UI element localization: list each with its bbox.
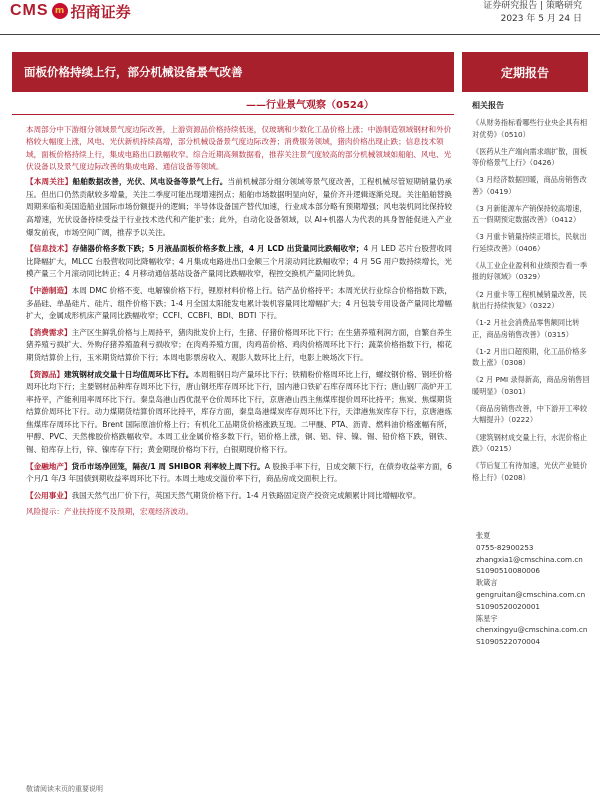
subtitle-divider xyxy=(12,114,454,115)
header-divider xyxy=(0,34,600,35)
report-category: 定期报告 xyxy=(500,65,549,80)
section-body: 本周 DMC 价格不变、电解镍价格下行，锂原材料价格上行。钴产品价格持平；本周光伏行业综合价格指数下跌，多晶硅、单晶硅片、硅片、组件价格下跌；1-4 月全国太阳能发电累计装机容量同比增幅扩大；4 月包装专用设备产量同比增幅扩大，金属成形机床产量同比跌幅收窄；CCFI、CCBFI、BDI、BDTI 下行。 xyxy=(26,285,453,321)
report-meta xyxy=(483,0,582,26)
analyst-name: 耿箴言 xyxy=(476,578,498,588)
report-subtitle: ——行业景气观察（0524） xyxy=(246,100,374,111)
report-category-banner xyxy=(462,52,588,92)
related-report-link[interactable]: 《1-2 月社会消费品零售额同比转正，商品房销售改善》（0315） xyxy=(472,318,580,339)
analyst-contacts xyxy=(476,530,594,648)
section-lead: 建筑钢材成交量十日均值周环比下行。 xyxy=(64,369,194,379)
section-body: A 股换手率下行，日成交额下行，在债券收益率方面，6 个月/1 年/3 年国债到期收益率周环比下行。本周土地成交溢价率下行，商品房成交面积上行。 xyxy=(26,461,453,484)
analyst-phone: 0755-82900253 xyxy=(476,542,534,552)
related-report-link[interactable]: 《1-2 月出口超预期，化工品价格多数上涨》（0308） xyxy=(472,346,587,368)
section-body: 主产区生鲜乳价格与上周持平，猪肉批发价上行，生猪、仔猪价格周环比下行；在生猪养殖利润方面，自繁自养生猪养殖亏损扩大、外购仔猪养殖盈利亏损收窄；在肉鸡养殖方面，肉鸡苗价格、鸡肉价格周环比下行；蔬菜价格指数下行，棉花期货结算价上行，玉米期货结算价下行；本周电影票房收入、观影人数环比上行，电影上映场次下行。 xyxy=(26,327,453,362)
report-type: 证券研究报告 | 策略研究 xyxy=(483,1,582,11)
analyst-license: S1090510080006 xyxy=(476,566,541,576)
section-finance-realestate xyxy=(26,461,452,486)
section-tag: 【金融地产】 xyxy=(26,461,72,471)
related-report-link[interactable]: 《医药从生产端向需求端扩散，面板等价格景气上行》（0426） xyxy=(472,146,588,168)
section-midstream xyxy=(26,285,452,323)
company-logo xyxy=(10,0,131,22)
main-content xyxy=(26,124,452,518)
related-reports xyxy=(472,100,590,489)
related-report-link[interactable]: 《2 月 PMI 录得新高，商品房销售回暖明显》（0301） xyxy=(472,375,590,396)
risk-warning: 风险提示：产业扶持度不及预期，宏观经济波动。 xyxy=(26,507,194,517)
related-report-link[interactable]: 《2 月重卡等工程机械销量改善，民航出行持续恢复》（0322） xyxy=(472,289,587,311)
related-report-link[interactable]: 《3 月经济数据回暖，商品房销售改善》（0419） xyxy=(472,175,587,196)
section-body: 本周粗钢日均产量环比下行；铁精粉价格周环比上行，螺纹钢价格、钢坯价格周环比均下行；主要钢材品种库存周环比下行，唐山钢坯库存周环比下行，国内港口铁矿石库存周环比下行；唐山钢厂高炉开工率持平，产能利用率周环比下行。秦皇岛港山西优混平仓价周环比下行，京唐港山西主焦煤库提价周环比持平；焦炭、焦煤期货结算价周环比下行。动力煤期货结算价周环比持平，库存方面，秦皇岛港煤炭库存周环比下行，天津港焦炭库存下行，京唐港炼焦煤库存周环比下行。Brent 国际原油价格上行；有机化工品期货价格涨跌互现。二甲醚、PTA、沥青、燃料油价格涨幅有所，甲醇、PVC、天然橡胶价格跌幅收窄。本周工业金属价格多数下行，铝价格上涨，铜、铝、锌、镍、锡、铅价格下跌，钢铁、锡、铅库存上行，锌、镍库存下行；黄金期现价格均下行，白银期现价格下行。 xyxy=(26,369,453,455)
section-body: 4 月 LED 芯片台股营收同比降幅扩大，MLCC 台股营收同比降幅收窄；4 月集成电路进出口金额三个月滚动同比跌幅收窄；4 月 5G 用户数持续增长，光模产量三个月滚动同比转正；4 月移动通信基站设备产量同比跌幅收窄，程控交换机产量同比转负。 xyxy=(26,244,453,279)
analyst-name: 陈星宇 xyxy=(476,613,498,623)
related-report-link[interactable]: 《商品房销售改善，中下游开工率较大幅提升》（0222） xyxy=(472,403,588,425)
section-tag: 【中游制造】 xyxy=(26,285,72,295)
section-body: 我国天然气出厂价下行，英国天然气期货价格下行。1-4 月铁路固定资产投资完成额累计同比增幅收窄。 xyxy=(71,490,421,500)
analyst-license: S1090520020001 xyxy=(476,601,541,611)
section-lead: 存储器价格多数下跌；5 月液晶面板价格多数上涨，4 月 LCD 出货量同比跌幅收窄； xyxy=(72,244,364,254)
analyst-license: S1090522070004 xyxy=(476,637,541,647)
section-lead: 货币市场净回笼，隔夜/1 周 SHIBOR 利率较上周下行。 xyxy=(71,461,265,471)
related-report-link[interactable]: 《从财务指标看哪些行业央企具有相对优势》（0510） xyxy=(472,118,588,139)
related-report-link[interactable]: 《节后复工有待加速，光伏产业链价格上行》（0208） xyxy=(472,461,588,482)
related-report-link[interactable]: 《建筑钢材成交量上行，水泥价格止跌》（0215） xyxy=(472,432,588,454)
title-banner xyxy=(12,52,454,92)
analyst-email[interactable]: chenxingyu@cmschina.com.cn xyxy=(476,625,588,635)
page-header xyxy=(0,0,600,40)
section-tag: 【消费需求】 xyxy=(26,327,72,337)
section-tag: 【公用事业】 xyxy=(26,490,72,500)
section-consumer xyxy=(26,327,452,365)
section-resources xyxy=(26,369,452,457)
related-report-link[interactable]: 《从工业企业盈利和业绩预告看一季报的好领域》（0329） xyxy=(472,260,588,282)
section-tag: 【信息技术】 xyxy=(26,244,73,254)
logo-cn-text: 招商证券 xyxy=(70,2,131,21)
related-report-link[interactable]: 《3 月重卡销量持续正增长，民航出行延续改善》（0406） xyxy=(472,232,587,253)
section-it xyxy=(26,243,452,281)
analyst-email[interactable]: gengruitan@cmschina.com.cn xyxy=(476,589,586,599)
section-focus xyxy=(26,176,452,239)
analyst-email[interactable]: zhangxia1@cmschina.com.cn xyxy=(476,554,583,564)
logo-en-text: CMS xyxy=(10,2,49,19)
section-lead: 船舶数据改善，光伏、风电设备等景气上行。 xyxy=(72,177,228,187)
section-body: 当前机械部分细分领域等景气度改善，工程机械尽管短期销量仍承压。但出口仍然贡献较多增量，关注二季度可能出现增速拐点；船舶市场数据明显向好，量价齐升逻辑逐渐兑现。关注船舶替换周期来临和美国造船业国际市场份额提升的逻辑；半导体设备国产替代加速，行业成本部分略有预期增强；风电装机同比保持较高增速，光伏设备持续受益于行业技术迭代和产能扩张；此外，自动化设备领域，以 AI+机器人为代表的具身智能促进入产业爆发前夜，市场空间广阔，推荐予以关注。 xyxy=(26,177,453,237)
page-footer: 敬请阅读末页的重要说明 xyxy=(26,785,103,793)
section-utilities xyxy=(26,490,452,503)
logo-mark-icon: m xyxy=(52,3,68,19)
summary-paragraph: 本周部分中下游细分领域景气度边际改善，上游资源品价格持续低迷，仅玻璃和少数化工品价格上涨；中游制造领域钢材和外价格较大幅度上涨，风电、光伏新机持续高增，部分机械设备景气度边际改善；消费服务领域，猪肉价格出现止跌；信息技术领域，面板价格持续上行，集成电路出口跌幅收窄。综合近期高频数据看，推荐关注景气度较高的部分机械领域如船舶、风电、光伏设备以及景气度边际改善的集成电路、通信设备等领域。 xyxy=(26,125,452,171)
section-tag: 【资源品】 xyxy=(26,369,65,379)
related-reports-title: 相关报告 xyxy=(472,101,504,110)
section-tag: 【本周关注】 xyxy=(26,177,73,187)
report-title: 面板价格持续上行，部分机械设备景气改善 xyxy=(24,65,243,79)
related-report-link[interactable]: 《3 月新能源车产销保持较高增速，五一假期预定数据改善》（0412） xyxy=(472,203,587,225)
analyst-name: 张夏 xyxy=(476,531,491,540)
report-date: 2023 年 5 月 24 日 xyxy=(500,14,582,24)
